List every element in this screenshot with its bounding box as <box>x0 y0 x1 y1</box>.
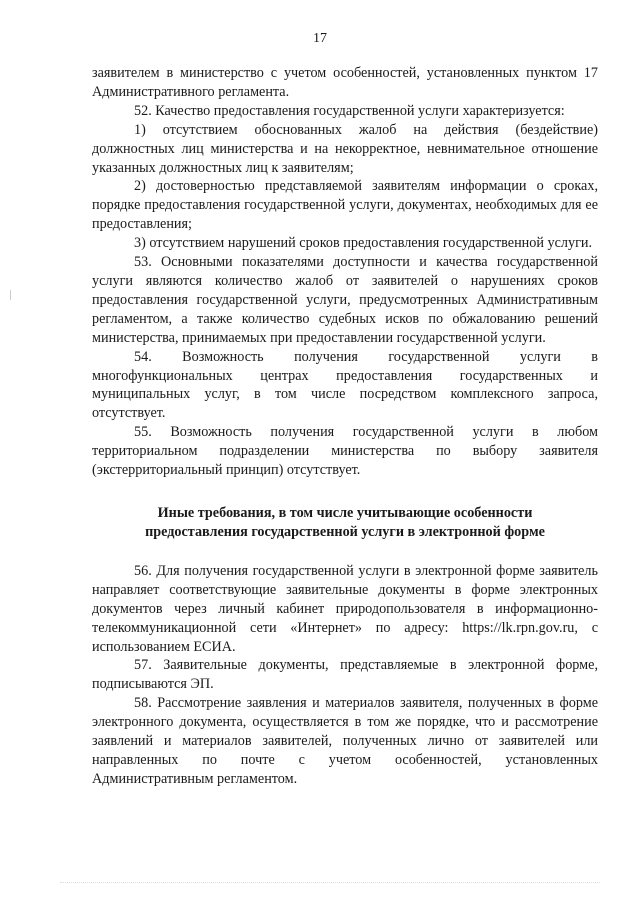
paragraph: 1) отсутствием обоснованных жалоб на действия (бездействие) должностных лиц министерства и на некорректное, невнимательное отношение указанных должностных лиц к заявителям; <box>92 121 598 176</box>
paragraph: 2) достоверностью представляемой заявителям информации о сроках, порядке предоставления государственной услуги, документах, необходимых для ее предоставления; <box>92 178 598 233</box>
paragraphs-after <box>92 562 598 789</box>
section-heading-line: предоставления государственной услуги в электронной форме <box>145 523 545 540</box>
document-body <box>92 64 598 789</box>
paragraph: 56. Для получения государственной услуги в электронной форме заявитель направляет соответствующие заявительные документы в форме электронных документов через личный кабинет природопользователя в информационно-телекоммуникационной сети «Интернет» по адресу: https://lk.rpn.gov.ru, с использованием ЕСИА. <box>92 562 598 655</box>
section-heading-line: Иные требования, в том числе учитывающие особенности <box>157 504 533 521</box>
paragraph: заявителем в министерство с учетом особенностей, установленных пунктом 17 Административного регламента. <box>92 65 598 100</box>
section-heading <box>92 504 598 542</box>
scan-margin-mark <box>10 290 11 300</box>
paragraph: 53. Основными показателями доступности и качества государственной услуги являются количество жалоб от заявителей о нарушениях сроков предоставления государственной услуги, предусмотренных Административным регламентом, а также количество судебных исков по обжалованию решений министерства, принимаемых при предоставлении государственной услуги. <box>92 254 598 346</box>
paragraphs-before <box>92 64 598 480</box>
paragraph: 58. Рассмотрение заявления и материалов заявителя, полученных в форме электронного документа, осуществляется в том же порядке, что и рассмотрение заявлений и материалов заявителей, полученных лично от заявителей или направленных по почте с учетом особенностей, установленных Административным регламентом. <box>92 695 598 787</box>
page-number: 17 <box>313 31 327 46</box>
paragraph: 55. Возможность получения государственной услуги в любом территориальном подразделении министерства по выбору заявителя (экстерриториальный принцип) отсутствует. <box>92 424 598 479</box>
paragraph: 54. Возможность получения государственной услуги в многофункциональных центрах предоставления государственных и муниципальных услуг, в том числе посредством комплексного запроса, отсутствует. <box>92 348 598 422</box>
scan-artifact <box>60 882 600 887</box>
paragraph: 3) отсутствием нарушений сроков предоставления государственной услуги. <box>134 235 593 252</box>
paragraph: 52. Качество предоставления государственной услуги характеризуется: <box>134 102 565 119</box>
paragraph: 57. Заявительные документы, представляемые в электронной форме, подписываются ЭП. <box>92 657 598 693</box>
